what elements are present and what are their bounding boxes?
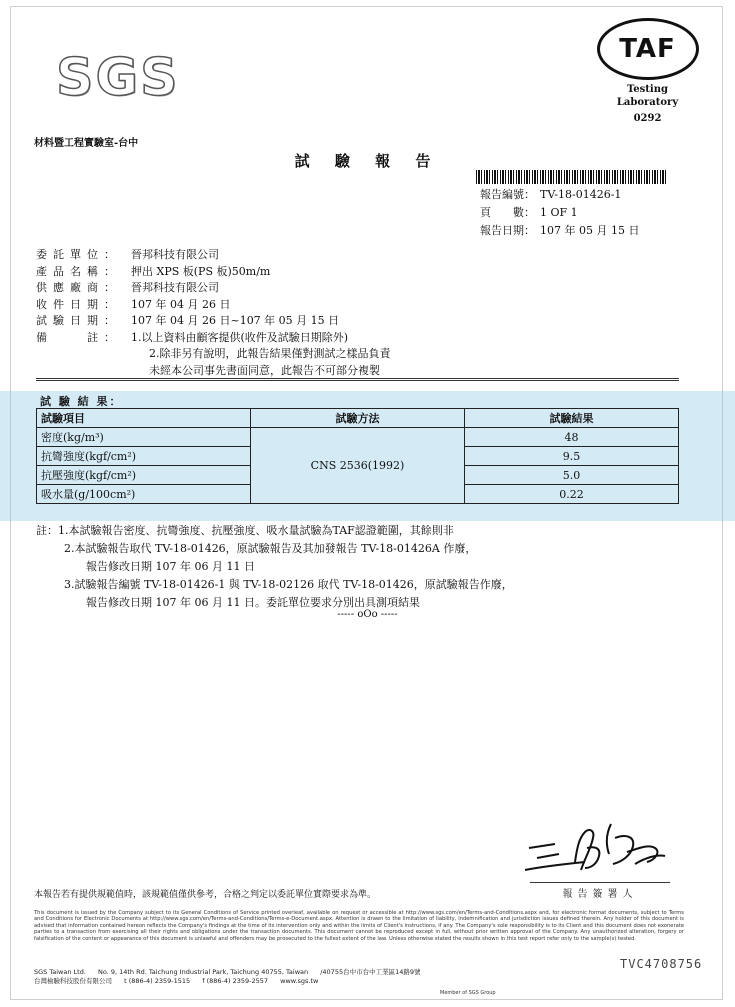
- info-value: 107 年 04 月 26 日~107 年 05 月 15 日: [131, 314, 340, 327]
- meta-label: 頁 數：: [480, 206, 535, 219]
- table-header-row: [37, 409, 679, 428]
- footer-address-en: No. 9, 14th Rd. Taichung Industrial Park, Taichung 40755, Taiwan: [97, 968, 309, 976]
- test-item: 抗壓強度(kgf/cm²): [37, 466, 251, 485]
- header-test-method: 試驗方法: [251, 409, 465, 428]
- info-row: [36, 330, 391, 347]
- table-row: [37, 428, 679, 447]
- notes: [36, 522, 513, 612]
- test-result: 0.22: [465, 485, 679, 504]
- info-label: 備 註：: [36, 330, 121, 344]
- header-test-result: 試驗結果: [465, 409, 679, 428]
- footer-company-en: SGS Taiwan Ltd.: [34, 968, 86, 976]
- taf-logo: [597, 18, 699, 80]
- test-method: CNS 2536(1992): [251, 428, 465, 504]
- test-item: 抗彎強度(kgf/cm²): [37, 447, 251, 466]
- meta-value: 1 OF 1: [540, 206, 578, 219]
- info-row: [36, 280, 391, 297]
- taf-lab-number: 0292: [633, 113, 662, 124]
- lab-name: 材料暨工程實驗室-台中: [34, 138, 139, 149]
- remark-line: 未經本公司事先書面同意，此報告不可部分複製: [149, 363, 380, 377]
- info-row: [36, 264, 391, 281]
- footer-web: www.sgs.tw: [280, 977, 319, 985]
- info-value: 押出 XPS 板(PS 板)50m/m: [131, 264, 271, 278]
- member-of-sgs-group: Member of SGS Group: [440, 990, 496, 996]
- info-row: [36, 247, 391, 264]
- footer: [34, 968, 694, 986]
- info-value: 晉邦科技有限公司: [131, 281, 219, 294]
- info-label: 收件日期：: [36, 297, 121, 311]
- meta-value: 107 年 05 月 15 日: [540, 224, 640, 237]
- results-table: [36, 408, 679, 504]
- sgs-logo: SGS: [56, 48, 180, 108]
- barcode: [476, 170, 666, 184]
- footer-fax: f (886-4) 2359-2557: [202, 977, 269, 985]
- footer-line-1: [34, 968, 694, 977]
- info-label: 供應廠商：: [36, 281, 121, 294]
- signature-icon: [515, 818, 695, 882]
- info-label: 產品名稱：: [36, 264, 121, 278]
- test-item: 密度(kg/m³): [37, 428, 251, 447]
- info-label: 委託單位：: [36, 248, 121, 261]
- test-item: 吸水量(g/100cm²): [37, 485, 251, 504]
- meta-row: [480, 222, 639, 240]
- info-row: [36, 313, 391, 330]
- info-value: 晉邦科技有限公司: [131, 248, 219, 261]
- note-line: 報告修改日期 107 年 06 月 11 日: [86, 560, 255, 573]
- signatory-label: 報告簽署人: [530, 882, 670, 900]
- meta-value: TV-18-01426-1: [540, 188, 622, 201]
- note-line: 報告修改日期 107 年 06 月 11 日。委託單位要求分別出具測項結果: [86, 596, 420, 609]
- test-result: 5.0: [465, 466, 679, 485]
- taf-logo-text: TAF: [619, 34, 676, 64]
- info-value: 107 年 04 月 26 日: [131, 297, 231, 311]
- disclaimer: 本報告若有提供規範值時，該規範值僅供參考，合格之判定以委託單位實際要求為準。: [34, 890, 377, 900]
- serial-number: TVC4708756: [620, 957, 703, 971]
- meta-label: 報告日期：: [480, 224, 535, 237]
- end-mark: ----- oOo -----: [337, 609, 398, 620]
- client-info: [36, 247, 391, 379]
- report-meta: [480, 186, 639, 240]
- meta-row: [480, 204, 639, 222]
- info-row: [36, 297, 391, 314]
- section-divider: [36, 378, 679, 381]
- terms-fine-print: This document is issued by the Company subject to its General Conditions of Service printed overleaf, available on request or accessible at http://www.sgs.com/en/Terms-and-Conditions.aspx and, for electronic format documents, subject to Terms and Conditions for Electronic Documents at http://www.sgs.com/en/Terms-and-Conditions/Terms-e-Document.aspx. Attention is drawn to the limitation of liability, indemnification and jurisdiction issues defined therein. Any holder of this document is advised that information contained hereon reflects the Company's findings at the time of its intervention only and within the limits of Client's instructions, if any. The Company's sole responsibility is to its Client and this document does not exonerate parties to a transaction from exercising all their rights and obligations under the transaction documents. This document cannot be reproduced except in full, without prior written approval of the Company. Any unauthorized alteration, forgery or falsification of the content or appearance of this document is unlawful and offenders may be prosecuted to the fullest extent of the law. Unless otherwise stated the results shown in this test report refer only to the sample(s) tested.: [34, 910, 684, 942]
- info-value: 1.以上資料由顧客提供(收件及試驗日期除外): [131, 330, 349, 344]
- results-label: 試 驗 結 果：: [40, 395, 123, 408]
- test-result: 9.5: [465, 447, 679, 466]
- report-title: 試 驗 報 告: [294, 152, 441, 170]
- taf-accreditation-mark: [595, 18, 700, 125]
- test-result: 48: [465, 428, 679, 447]
- remark-line: 2.除非另有說明，此報告結果僅對測試之樣品負責: [149, 347, 391, 360]
- info-label: 試驗日期：: [36, 314, 121, 327]
- meta-row: [480, 186, 639, 204]
- header-test-item: 試驗項目: [37, 409, 251, 428]
- note-line: 2.本試驗報告取代 TV-18-01426，原試驗報告及其加發報告 TV-18-01426A 作廢，: [64, 542, 477, 555]
- note-line: 3.試驗報告編號 TV-18-01426-1 與 TV-18-02126 取代 TV-18-01426，原試驗報告作廢，: [64, 578, 513, 591]
- footer-address-zh: /40755台中市台中工業區14路9號: [320, 968, 421, 976]
- footer-tel: t (886-4) 2359-1515: [124, 977, 191, 985]
- footer-company-zh: 台灣檢驗科技股份有限公司: [34, 977, 112, 985]
- taf-lab-label: Testing Laboratory: [616, 84, 679, 108]
- footer-line-2: [34, 977, 694, 986]
- note-line: 註：1.本試驗報告密度、抗彎強度、抗壓強度、吸水量試驗為TAF認證範圍，其餘則非: [36, 524, 454, 537]
- meta-label: 報告編號：: [480, 188, 535, 201]
